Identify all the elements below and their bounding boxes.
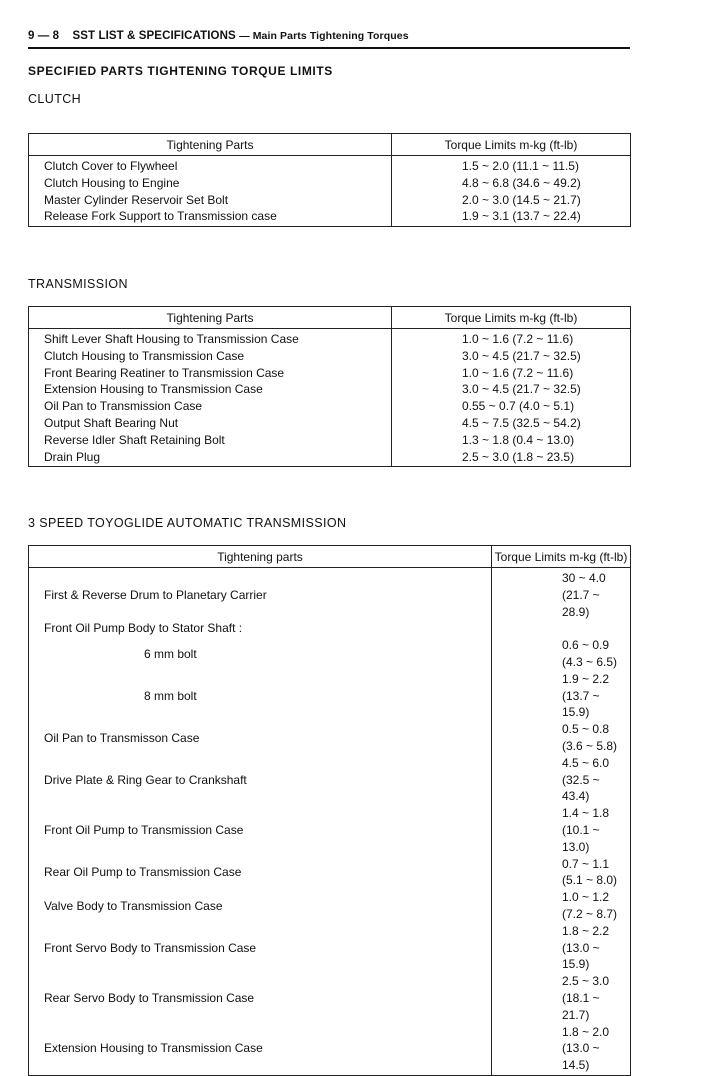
part-name-cell: Release Fork Support to Transmission case (29, 208, 392, 226)
torque-value-cell: 3.0 ~ 4.5 (21.7 ~ 32.5) (462, 382, 581, 397)
part-name-cell: Extension Housing to Transmission Case (29, 381, 392, 398)
part-name-cell: Master Cylinder Reservoir Set Bolt (29, 192, 392, 209)
torque-value-cell: 30 ~ 4.0 (21.7 ~ 28.9) (562, 571, 606, 619)
section-title-clutch: CLUTCH (28, 92, 82, 106)
column-header-torque: Torque Limits m-kg (ft-lb) (492, 546, 631, 568)
part-name-cell: Clutch Housing to Engine (29, 175, 392, 192)
torque-value-cell: 0.7 ~ 1.1 (5.1 ~ 8.0) (562, 856, 618, 888)
clutch-table (28, 133, 631, 227)
table-row (29, 449, 631, 467)
column-header-torque: Torque Limits m-kg (ft-lb) (392, 307, 631, 329)
torque-value-cell: 1.0 ~ 1.6 (7.2 ~ 11.6) (462, 365, 574, 380)
part-name-cell: Rear Servo Body to Transmission Case (29, 973, 492, 1023)
table-row (29, 568, 631, 621)
table-row (29, 381, 631, 398)
table-row (29, 671, 631, 721)
part-name-cell: Drain Plug (29, 449, 392, 467)
table-row (29, 398, 631, 415)
table-row (29, 973, 631, 1023)
transmission-table (28, 306, 631, 467)
clutch-table-body (29, 156, 631, 227)
torque-value-cell: 4.5 ~ 6.0 (32.5 ~ 43.4) (562, 755, 610, 804)
torque-value-cell: 1.0 ~ 1.2 (7.2 ~ 8.7) (562, 890, 618, 921)
table-row (29, 175, 631, 192)
table-row (29, 889, 631, 923)
part-name-cell: Clutch Cover to Flywheel (29, 156, 392, 175)
table-row (29, 365, 631, 382)
header-title: SST LIST & SPECIFICATIONS (72, 30, 236, 42)
torque-value-cell: 1.3 ~ 1.8 (0.4 ~ 13.0) (462, 432, 575, 447)
table-row (29, 192, 631, 209)
torque-value-cell: 3.0 ~ 4.5 (21.7 ~ 32.5) (462, 348, 581, 363)
part-name-cell: Front Oil Pump to Transmission Case (29, 805, 492, 855)
torque-value-cell: 0.5 ~ 0.8 (3.6 ~ 5.8) (562, 722, 618, 753)
column-header-parts: Tightening Parts (29, 134, 392, 156)
torque-value-cell: 4.5 ~ 7.5 (32.5 ~ 54.2) (462, 415, 581, 430)
table-row (29, 637, 631, 671)
part-name-cell: First & Reverse Drum to Planetary Carrier (29, 568, 492, 621)
torque-value-cell: 0.55 ~ 0.7 (4.0 ~ 5.1) (462, 399, 575, 414)
table-row (29, 923, 631, 973)
torque-value-cell: 2.5 ~ 3.0 (1.8 ~ 23.5) (462, 449, 575, 464)
automatic-transmission-table (28, 545, 631, 1076)
part-name-cell: Front Oil Pump Body to Stator Shaft : (29, 620, 492, 637)
part-name-cell: 6 mm bolt (29, 637, 492, 671)
torque-value-cell: 2.5 ~ 3.0 (18.1 ~ 21.7) (562, 974, 610, 1022)
table-row (29, 329, 631, 348)
part-name-cell: Rear Oil Pump to Transmission Case (29, 856, 492, 890)
main-title: SPECIFIED PARTS TIGHTENING TORQUE LIMITS (28, 64, 333, 78)
torque-value-cell (492, 620, 631, 637)
torque-value-cell: 1.4 ~ 1.8 (10.1 ~ 13.0) (562, 806, 610, 854)
column-header-parts: Tightening parts (29, 546, 492, 568)
table-header-row (29, 546, 631, 568)
torque-value-cell: 1.8 ~ 2.2 (13.0 ~ 15.9) (562, 923, 610, 972)
table-row (29, 348, 631, 365)
part-name-cell: Front Servo Body to Transmission Case (29, 923, 492, 973)
table-row (29, 805, 631, 855)
table-row (29, 156, 631, 175)
part-name-cell: Drive Plate & Ring Gear to Crankshaft (29, 755, 492, 805)
torque-value-cell: 1.5 ~ 2.0 (11.1 ~ 11.5) (462, 159, 579, 173)
table-row (29, 755, 631, 805)
table-row (29, 415, 631, 432)
page-header (28, 30, 630, 49)
part-name-cell: Output Shaft Bearing Nut (29, 415, 392, 432)
table-header-row (29, 134, 631, 156)
part-name-cell: Extension Housing to Transmission Case (29, 1024, 492, 1076)
page-number: 9 — 8 (28, 30, 60, 42)
automatic-transmission-table-body (29, 568, 631, 1076)
part-name-cell: Clutch Housing to Transmission Case (29, 348, 392, 365)
table-row (29, 432, 631, 449)
part-name-cell: Valve Body to Transmission Case (29, 889, 492, 923)
section-title-automatic-transmission: 3 SPEED TOYOGLIDE AUTOMATIC TRANSMISSION (28, 516, 347, 530)
torque-value-cell: 4.8 ~ 6.8 (34.6 ~ 49.2) (462, 175, 581, 190)
table-row (29, 856, 631, 890)
table-header-row (29, 307, 631, 329)
header-subtitle: — Main Parts Tightening Torques (239, 30, 409, 42)
part-name-cell: Shift Lever Shaft Housing to Transmission Case (29, 329, 392, 348)
column-header-torque: Torque Limits m-kg (ft-lb) (392, 134, 631, 156)
part-name-cell: Reverse Idler Shaft Retaining Bolt (29, 432, 392, 449)
part-name-cell: Oil Pan to Transmission Case (29, 398, 392, 415)
torque-value-cell: 0.6 ~ 0.9 (4.3 ~ 6.5) (562, 638, 618, 669)
torque-value-cell: 1.8 ~ 2.0 (13.0 ~ 14.5) (562, 1024, 610, 1073)
torque-value-cell: 2.0 ~ 3.0 (14.5 ~ 21.7) (462, 192, 581, 207)
section-title-transmission: TRANSMISSION (28, 277, 128, 291)
part-name-cell: 8 mm bolt (29, 671, 492, 721)
part-name-cell: Front Bearing Reatiner to Transmission Case (29, 365, 392, 382)
part-name-cell: Oil Pan to Transmisson Case (29, 721, 492, 755)
table-row (29, 208, 631, 226)
table-row (29, 721, 631, 755)
torque-value-cell: 1.0 ~ 1.6 (7.2 ~ 11.6) (462, 332, 574, 346)
table-row (29, 620, 631, 637)
transmission-table-body (29, 329, 631, 467)
table-row (29, 1024, 631, 1076)
torque-value-cell: 1.9 ~ 2.2 (13.7 ~ 15.9) (562, 671, 610, 720)
column-header-parts: Tightening Parts (29, 307, 392, 329)
torque-value-cell: 1.9 ~ 3.1 (13.7 ~ 22.4) (462, 209, 581, 224)
